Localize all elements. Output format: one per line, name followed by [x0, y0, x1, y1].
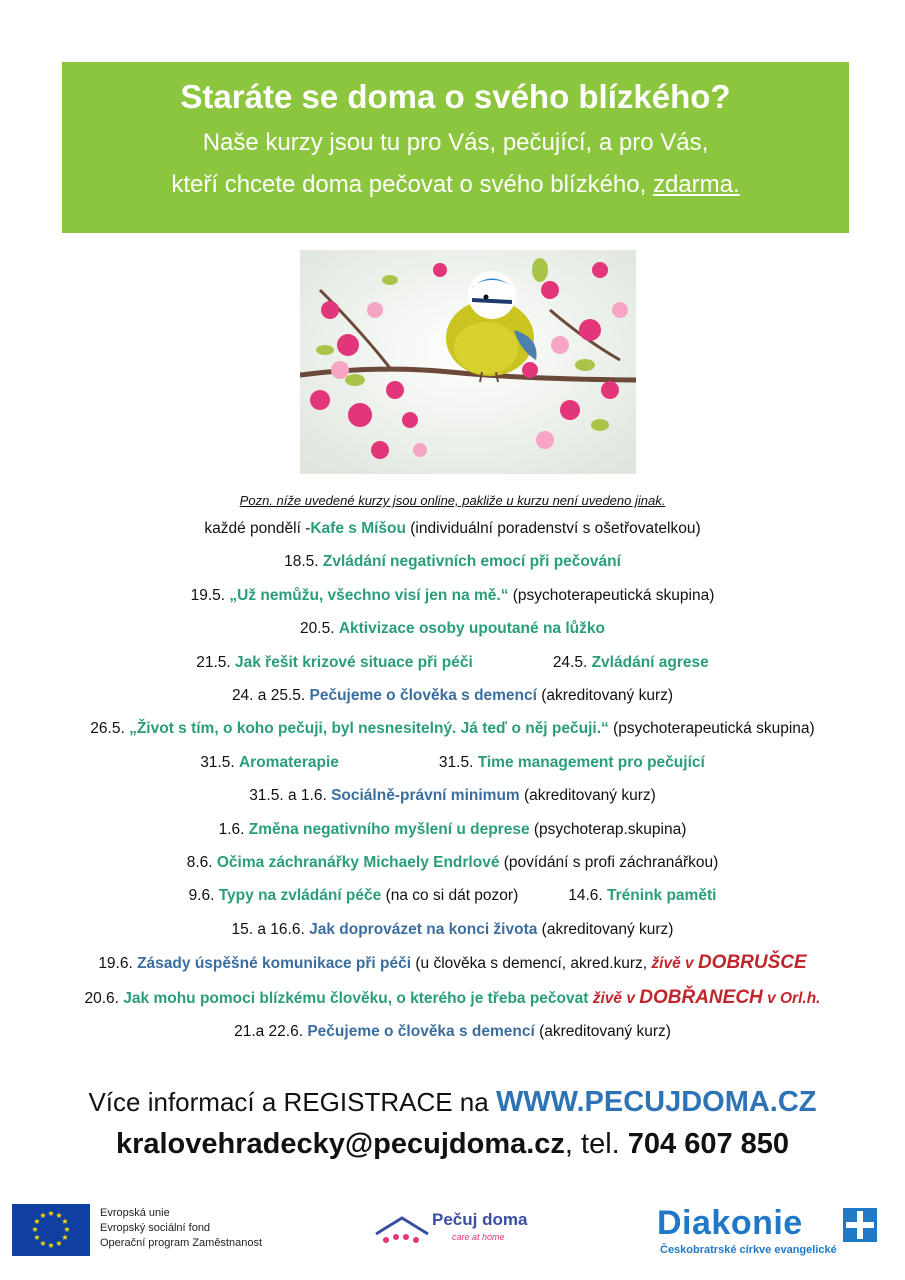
course-title: „Už nemůžu, všechno visí jen na mě.“: [229, 586, 509, 604]
course-title: Sociálně-právní minimum: [331, 787, 520, 805]
svg-text:★: ★: [39, 1211, 47, 1220]
course-detail: (akreditovaný kurz): [536, 687, 674, 705]
schedule-row: [0, 779, 905, 812]
course-title: Trénink paměti: [607, 887, 717, 905]
diakonie-subtitle: Českobratrské církve evangelické: [660, 1244, 837, 1256]
course-title: Očima záchranářky Michaely Endrlové: [216, 854, 500, 872]
schedule-row: [0, 612, 905, 645]
blue-tit-on-blossom-branch: [300, 250, 636, 474]
course-title: Zásady úspěšné komunikace při péči: [137, 955, 412, 973]
live-town: DOBRUŠCE: [697, 952, 807, 974]
live-label: živě v: [651, 955, 698, 973]
course-detail: (psychoterap.skupina): [529, 820, 687, 838]
bird-photo: [300, 250, 636, 474]
svg-text:★: ★: [33, 1217, 41, 1226]
row-date: 14.6.: [568, 887, 608, 905]
eu-flag-icon: [12, 1204, 90, 1256]
website-link[interactable]: WWW.PECUJDOMA.CZ: [495, 1086, 817, 1118]
row-date: 1.6.: [218, 820, 249, 838]
course-title: Jak mohu pomoci blízkému člověku, o kterého je třeba pečovat: [123, 989, 589, 1007]
registration-line: [0, 1082, 905, 1122]
contact-info: [0, 1082, 905, 1166]
pecuj-doma-tagline: care at home: [452, 1232, 505, 1242]
course-title: Jak doprovázet na konci života: [309, 920, 538, 938]
tel-label: , tel.: [564, 1128, 628, 1160]
course-title: „Život s tím, o koho pečuji, byl nesnesitelný. Já teď o něj pečuji.“: [129, 720, 609, 738]
svg-text:★: ★: [63, 1225, 71, 1234]
course-detail: (povídání s profi záchranářkou): [499, 854, 719, 872]
schedule-row: [0, 981, 905, 1015]
course-detail: (individuální poradenství s ošetřovatelkou): [405, 520, 701, 537]
schedule-row: [0, 679, 905, 712]
svg-text:★: ★: [55, 1211, 63, 1220]
schedule-row: [0, 746, 905, 779]
row-date: 19.6.: [98, 955, 138, 973]
schedule-row: [0, 1015, 905, 1048]
svg-text:★: ★: [47, 1209, 55, 1218]
registration-text: Více informací a REGISTRACE na: [88, 1087, 496, 1117]
svg-text:★: ★: [55, 1239, 63, 1248]
course-detail: (akreditovaný kurz): [534, 1023, 671, 1041]
live-region: v Orl.h.: [762, 989, 821, 1007]
course-detail: (akreditovaný kurz): [537, 920, 674, 938]
footer-logos: [0, 1196, 905, 1266]
schedule-row: [0, 879, 905, 912]
schedule-row: [0, 646, 905, 679]
row-date: 31.5. a 1.6.: [249, 787, 332, 805]
schedule-row: [0, 913, 905, 946]
row-date: 24.5.: [552, 653, 592, 671]
course-detail: (psychoterapeutická skupina): [508, 586, 715, 604]
row-date: každé pondělí -: [204, 520, 311, 537]
row-date: 20.5.: [300, 620, 339, 638]
row-date: 31.5.: [438, 753, 478, 771]
course-detail: (psychoterapeutická skupina): [608, 720, 815, 738]
banner-line-1: Naše kurzy jsou tu pro Vás, pečující, a pro Vás,: [202, 129, 709, 156]
svg-text:★: ★: [33, 1233, 41, 1242]
schedule-row: [0, 813, 905, 846]
eu-stars-icon: [12, 1204, 90, 1256]
banner-line-2: [62, 168, 849, 202]
live-label: živě v: [592, 989, 640, 1007]
svg-text:★: ★: [61, 1233, 69, 1242]
schedule-row: [0, 846, 905, 879]
course-schedule: [0, 490, 905, 1049]
schedule-row: [0, 545, 905, 578]
live-location: [592, 986, 821, 1008]
course-title: Time management pro pečující: [477, 753, 705, 771]
email-link[interactable]: kralovehradecky@pecujdoma.cz: [115, 1128, 565, 1160]
diakonie-cross-icon: [843, 1208, 877, 1242]
row-date: 19.5.: [190, 586, 230, 604]
row-date: 21.5.: [196, 653, 236, 671]
svg-text:★: ★: [31, 1225, 39, 1234]
banner-line-2-text: kteří chcete doma pečovat o svého blízkého,: [171, 171, 653, 198]
svg-text:★: ★: [47, 1241, 55, 1250]
course-title: Zvládání negativních emocí při pečování: [322, 553, 621, 571]
online-note: Pozn. níže uvedené kurzy jsou online, pakliže u kurzu není uvedeno jinak.: [239, 493, 666, 508]
live-town: DOBŘANECH: [639, 986, 763, 1008]
row-date: 9.6.: [188, 887, 219, 905]
row-date: 15. a 16.6.: [231, 920, 310, 938]
row-date: 21.a 22.6.: [234, 1023, 308, 1041]
eu-line: Operační program Zaměstnanost: [100, 1237, 263, 1249]
eu-line: Evropský sociální fond: [100, 1222, 211, 1234]
course-title: Jak řešit krizové situace při péči: [235, 653, 473, 671]
course-title: Změna negativního myšlení u deprese: [248, 820, 530, 838]
phone-number: 704 607 850: [627, 1128, 790, 1160]
diakonie-logo: Diakonie: [657, 1204, 803, 1242]
schedule-row: [0, 946, 905, 980]
eu-line: Evropská unie: [100, 1207, 170, 1219]
live-location: [651, 952, 807, 974]
course-title: Aktivizace osoby upoutané na lůžko: [338, 620, 605, 638]
row-date: 8.6.: [186, 854, 217, 872]
eu-funding-text: [100, 1206, 262, 1251]
schedule-row: [0, 579, 905, 612]
svg-text:★: ★: [39, 1239, 47, 1248]
course-title: Aromaterapie: [238, 753, 339, 771]
banner-title: Staráte se doma o svého blízkého?: [180, 78, 731, 115]
header-banner: [62, 62, 849, 233]
contact-line: [0, 1122, 905, 1166]
course-title: Zvládání agrese: [591, 653, 709, 671]
course-detail: (akreditovaný kurz): [519, 787, 656, 805]
banner-free-link: zdarma.: [652, 171, 740, 198]
row-date: 18.5.: [284, 553, 323, 571]
schedule-row: [0, 512, 905, 545]
course-title: Pečujeme o člověka s demencí: [307, 1023, 535, 1041]
course-detail: (na co si dát pozor): [381, 887, 519, 905]
row-date: 20.6.: [84, 989, 124, 1007]
course-title: Typy na zvládání péče: [218, 887, 382, 905]
row-date: 31.5.: [200, 753, 239, 771]
course-detail: (u člověka s demencí, akred.kurz,: [411, 955, 652, 973]
schedule-row: [0, 712, 905, 745]
course-title: Pečujeme o člověka s demencí: [309, 687, 537, 705]
course-title: Kafe s Míšou: [310, 520, 406, 537]
pecuj-doma-logo: Pečuj doma: [432, 1210, 528, 1229]
row-date: 24. a 25.5.: [231, 687, 310, 705]
row-date: 26.5.: [90, 720, 130, 738]
svg-text:★: ★: [61, 1217, 69, 1226]
